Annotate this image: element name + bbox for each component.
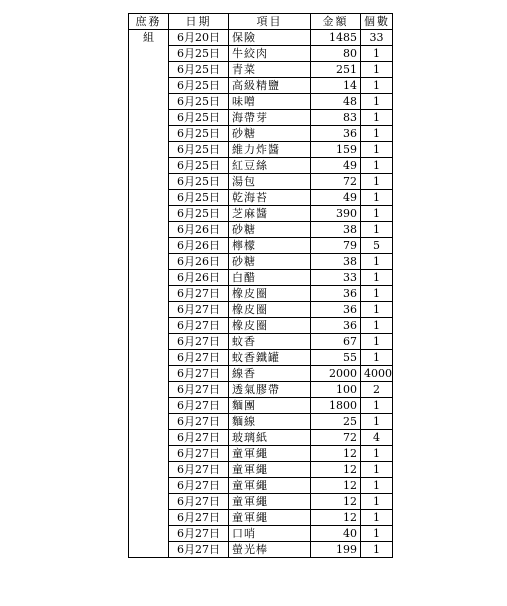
table-row [129,382,393,398]
table-row [129,510,393,526]
date-cell: 6月25日 [169,94,229,110]
amount-cell: 72 [311,430,361,446]
amount-cell: 79 [311,238,361,254]
header-date: 日期 [169,14,229,30]
item-cell: 青菜 [229,62,311,78]
date-cell: 6月27日 [169,318,229,334]
count-cell: 1 [361,206,393,222]
header-amount: 金額 [311,14,361,30]
item-cell: 童軍繩 [229,446,311,462]
item-cell: 蚊香 [229,334,311,350]
count-cell: 4 [361,430,393,446]
table-body [129,30,393,558]
date-cell: 6月26日 [169,270,229,286]
amount-cell: 12 [311,446,361,462]
amount-cell: 72 [311,174,361,190]
amount-cell: 251 [311,62,361,78]
item-cell: 橡皮圈 [229,318,311,334]
date-cell: 6月27日 [169,478,229,494]
amount-cell: 36 [311,286,361,302]
item-cell: 紅豆絲 [229,158,311,174]
table-row [129,30,393,46]
item-cell: 砂糖 [229,254,311,270]
date-cell: 6月25日 [169,142,229,158]
table-row [129,158,393,174]
item-cell: 牛絞肉 [229,46,311,62]
amount-cell: 67 [311,334,361,350]
amount-cell: 55 [311,350,361,366]
date-cell: 6月27日 [169,398,229,414]
amount-cell: 36 [311,318,361,334]
count-cell: 1 [361,526,393,542]
item-cell: 砂糖 [229,222,311,238]
date-cell: 6月27日 [169,430,229,446]
date-cell: 6月27日 [169,494,229,510]
count-cell: 1 [361,78,393,94]
expense-sheet [128,13,393,558]
count-cell: 1 [361,190,393,206]
item-cell: 湯包 [229,174,311,190]
amount-cell: 12 [311,510,361,526]
date-cell: 6月27日 [169,286,229,302]
date-cell: 6月27日 [169,382,229,398]
item-cell: 童軍繩 [229,494,311,510]
count-cell: 1 [361,494,393,510]
table-row [129,206,393,222]
header-item: 項目 [229,14,311,30]
amount-cell: 38 [311,222,361,238]
item-cell: 童軍繩 [229,478,311,494]
count-cell: 1 [361,446,393,462]
item-cell: 白醋 [229,270,311,286]
date-cell: 6月27日 [169,366,229,382]
amount-cell: 33 [311,270,361,286]
date-cell: 6月25日 [169,110,229,126]
amount-cell: 49 [311,190,361,206]
item-cell: 童軍繩 [229,510,311,526]
table-row [129,190,393,206]
table-row [129,94,393,110]
count-cell: 1 [361,158,393,174]
expense-table [128,13,393,558]
table-row [129,446,393,462]
table-row [129,318,393,334]
count-cell: 1 [361,126,393,142]
item-cell: 蚊香鐵罐 [229,350,311,366]
table-row [129,126,393,142]
count-cell: 1 [361,318,393,334]
table-row [129,494,393,510]
count-cell: 2 [361,382,393,398]
table-row [129,142,393,158]
count-cell: 1 [361,110,393,126]
count-cell: 1 [361,62,393,78]
amount-cell: 80 [311,46,361,62]
item-cell: 維力炸醬 [229,142,311,158]
date-cell: 6月27日 [169,526,229,542]
table-row [129,46,393,62]
count-cell: 1 [361,334,393,350]
table-row [129,462,393,478]
amount-cell: 14 [311,78,361,94]
table-row [129,350,393,366]
date-cell: 6月27日 [169,542,229,558]
table-row [129,478,393,494]
item-cell: 螢光棒 [229,542,311,558]
item-cell: 芝麻醬 [229,206,311,222]
count-cell: 1 [361,510,393,526]
date-cell: 6月27日 [169,414,229,430]
table-row [129,270,393,286]
table-row [129,62,393,78]
amount-cell: 100 [311,382,361,398]
table-row [129,526,393,542]
date-cell: 6月25日 [169,174,229,190]
amount-cell: 199 [311,542,361,558]
item-cell: 橡皮圈 [229,286,311,302]
date-cell: 6月20日 [169,30,229,46]
table-row [129,430,393,446]
count-cell: 5 [361,238,393,254]
count-cell: 1 [361,270,393,286]
count-cell: 1 [361,174,393,190]
amount-cell: 159 [311,142,361,158]
count-cell: 1 [361,478,393,494]
item-cell: 海帶芽 [229,110,311,126]
count-cell: 1 [361,142,393,158]
item-cell: 高級精鹽 [229,78,311,94]
date-cell: 6月25日 [169,158,229,174]
item-cell: 保險 [229,30,311,46]
count-cell: 1 [361,398,393,414]
date-cell: 6月27日 [169,510,229,526]
table-row [129,334,393,350]
count-cell: 1 [361,462,393,478]
amount-cell: 36 [311,126,361,142]
item-cell: 味噌 [229,94,311,110]
amount-cell: 83 [311,110,361,126]
item-cell: 麵團 [229,398,311,414]
item-cell: 線香 [229,366,311,382]
date-cell: 6月25日 [169,126,229,142]
header-dept: 庶務 [129,14,169,30]
date-cell: 6月27日 [169,302,229,318]
date-cell: 6月25日 [169,46,229,62]
count-cell: 1 [361,542,393,558]
item-cell: 口哨 [229,526,311,542]
amount-cell: 49 [311,158,361,174]
table-row [129,542,393,558]
date-cell: 6月25日 [169,190,229,206]
date-cell: 6月26日 [169,238,229,254]
table-row [129,414,393,430]
count-cell: 1 [361,286,393,302]
table-row [129,254,393,270]
table-row [129,366,393,382]
date-cell: 6月27日 [169,334,229,350]
count-cell: 1 [361,46,393,62]
count-cell: 1 [361,94,393,110]
table-row [129,398,393,414]
amount-cell: 48 [311,94,361,110]
amount-cell: 1485 [311,30,361,46]
date-cell: 6月26日 [169,254,229,270]
item-cell: 透氣膠帶 [229,382,311,398]
amount-cell: 36 [311,302,361,318]
item-cell: 麵線 [229,414,311,430]
count-cell: 1 [361,414,393,430]
amount-cell: 2000 [311,366,361,382]
table-row [129,302,393,318]
item-cell: 乾海苔 [229,190,311,206]
amount-cell: 12 [311,462,361,478]
count-cell: 1 [361,350,393,366]
header-row [129,14,393,30]
item-cell: 玻璃紙 [229,430,311,446]
table-row [129,78,393,94]
item-cell: 童軍繩 [229,462,311,478]
table-row [129,174,393,190]
amount-cell: 390 [311,206,361,222]
date-cell: 6月25日 [169,62,229,78]
amount-cell: 25 [311,414,361,430]
amount-cell: 40 [311,526,361,542]
count-cell: 1 [361,302,393,318]
count-cell: 1 [361,222,393,238]
table-row [129,222,393,238]
header-count: 個數 [361,14,393,30]
table-row [129,110,393,126]
count-cell: 4000 [361,366,393,382]
amount-cell: 1800 [311,398,361,414]
item-cell: 砂糖 [229,126,311,142]
amount-cell: 12 [311,494,361,510]
count-cell: 33 [361,30,393,46]
date-cell: 6月27日 [169,462,229,478]
table-row [129,238,393,254]
date-cell: 6月25日 [169,206,229,222]
item-cell: 檸檬 [229,238,311,254]
count-cell: 1 [361,254,393,270]
item-cell: 橡皮圈 [229,302,311,318]
date-cell: 6月25日 [169,78,229,94]
table-row [129,286,393,302]
date-cell: 6月26日 [169,222,229,238]
date-cell: 6月27日 [169,350,229,366]
dept-cell: 組 [129,30,169,558]
amount-cell: 12 [311,478,361,494]
date-cell: 6月27日 [169,446,229,462]
amount-cell: 38 [311,254,361,270]
